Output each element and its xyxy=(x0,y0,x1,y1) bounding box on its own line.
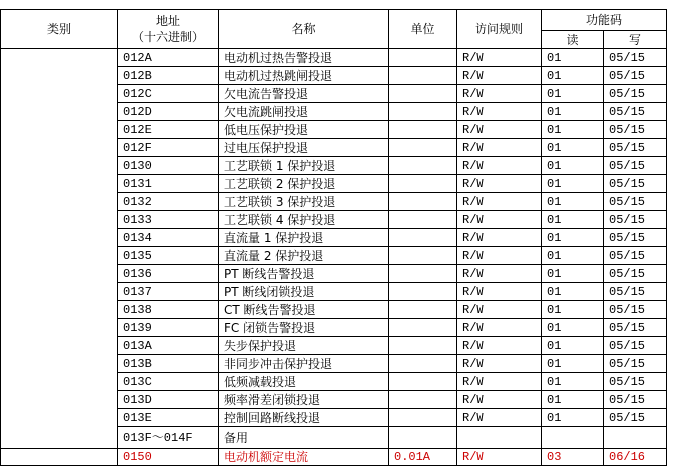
cell-read: 01 xyxy=(542,49,604,67)
cell-access: R/W xyxy=(457,319,542,337)
header-address-line1: 地址 xyxy=(155,14,180,28)
cell-address: 012D xyxy=(118,103,219,121)
cell-unit xyxy=(389,157,457,175)
cell-read: 01 xyxy=(542,175,604,193)
cell-unit xyxy=(389,373,457,391)
header-function-code: 功能码 xyxy=(542,10,667,31)
table-row xyxy=(1,49,667,67)
cell-name: 工艺联锁 1 保护投退 xyxy=(219,157,389,175)
cell-name: 电动机过热告警投退 xyxy=(219,49,389,67)
cell-write: 05/15 xyxy=(604,355,667,373)
cell-access: R/W xyxy=(457,337,542,355)
cell-address: 012B xyxy=(118,67,219,85)
cell-unit xyxy=(389,319,457,337)
cell-write: 06/16 xyxy=(604,449,667,466)
cell-name: 工艺联锁 4 保护投退 xyxy=(219,211,389,229)
cell-access: R/W xyxy=(457,449,542,466)
cell-unit xyxy=(389,211,457,229)
cell-address: 013A xyxy=(118,337,219,355)
cell-name: 直流量 1 保护投退 xyxy=(219,229,389,247)
cell-address: 0135 xyxy=(118,247,219,265)
table-body xyxy=(1,49,667,466)
cell-read: 01 xyxy=(542,211,604,229)
cell-address: 0133 xyxy=(118,211,219,229)
cell-read: 01 xyxy=(542,157,604,175)
header-address xyxy=(118,10,219,49)
cell-address: 0137 xyxy=(118,283,219,301)
cell-read: 01 xyxy=(542,373,604,391)
cell-unit xyxy=(389,301,457,319)
cell-address: 012E xyxy=(118,121,219,139)
header-category: 类别 xyxy=(1,10,118,49)
cell-read: 03 xyxy=(542,449,604,466)
cell-write: 05/15 xyxy=(604,157,667,175)
cell-write: 05/15 xyxy=(604,283,667,301)
cell-access: R/W xyxy=(457,85,542,103)
cell-address: 013C xyxy=(118,373,219,391)
table-row-partial xyxy=(1,449,667,466)
cell-write: 05/15 xyxy=(604,103,667,121)
cell-address: 013F～014F xyxy=(118,427,219,449)
cell-read: 01 xyxy=(542,265,604,283)
cell-unit xyxy=(389,85,457,103)
cell-access xyxy=(457,427,542,449)
cell-name: 电动机过热跳闸投退 xyxy=(219,67,389,85)
cell-access: R/W xyxy=(457,157,542,175)
cell-read: 01 xyxy=(542,67,604,85)
cell-name: 欠电流跳闸投退 xyxy=(219,103,389,121)
cell-address: 0136 xyxy=(118,265,219,283)
cell-write: 05/15 xyxy=(604,229,667,247)
cell-unit xyxy=(389,283,457,301)
cell-read: 01 xyxy=(542,301,604,319)
cell-unit xyxy=(389,355,457,373)
cell-read: 01 xyxy=(542,121,604,139)
cell-read: 01 xyxy=(542,85,604,103)
cell-unit xyxy=(389,265,457,283)
cell-unit xyxy=(389,49,457,67)
cell-access: R/W xyxy=(457,391,542,409)
cell-address: 0130 xyxy=(118,157,219,175)
cell-address: 013D xyxy=(118,391,219,409)
cell-read: 01 xyxy=(542,319,604,337)
cell-name: 过电压保护投退 xyxy=(219,139,389,157)
cell-category xyxy=(1,449,118,466)
cell-name: 直流量 2 保护投退 xyxy=(219,247,389,265)
cell-read: 01 xyxy=(542,139,604,157)
cell-access: R/W xyxy=(457,265,542,283)
cell-read: 01 xyxy=(542,409,604,427)
cell-unit xyxy=(389,391,457,409)
cell-access: R/W xyxy=(457,355,542,373)
cell-write: 05/15 xyxy=(604,373,667,391)
cell-read: 01 xyxy=(542,103,604,121)
cell-name: 工艺联锁 2 保护投退 xyxy=(219,175,389,193)
cell-read: 01 xyxy=(542,391,604,409)
cell-access: R/W xyxy=(457,211,542,229)
cell-category xyxy=(1,49,118,449)
cell-name: 低频减载投退 xyxy=(219,373,389,391)
header-address-line2: （十六进制） xyxy=(131,30,204,44)
cell-name: 非同步冲击保护投退 xyxy=(219,355,389,373)
cell-read: 01 xyxy=(542,193,604,211)
header-access: 访问规则 xyxy=(457,10,542,49)
cell-access: R/W xyxy=(457,121,542,139)
cell-write: 05/15 xyxy=(604,319,667,337)
cell-address: 0150 xyxy=(118,449,219,466)
cell-access: R/W xyxy=(457,175,542,193)
cell-unit xyxy=(389,67,457,85)
cell-access: R/W xyxy=(457,49,542,67)
cell-address: 0132 xyxy=(118,193,219,211)
cell-unit xyxy=(389,175,457,193)
cell-name: CT 断线告警投退 xyxy=(219,301,389,319)
cell-read: 01 xyxy=(542,337,604,355)
cell-unit xyxy=(389,103,457,121)
cell-address: 012F xyxy=(118,139,219,157)
cell-name: 失步保护投退 xyxy=(219,337,389,355)
cell-name: 控制回路断线投退 xyxy=(219,409,389,427)
cell-access: R/W xyxy=(457,103,542,121)
cell-name: 备用 xyxy=(219,427,389,449)
cell-write: 05/15 xyxy=(604,247,667,265)
cell-unit xyxy=(389,193,457,211)
cell-address: 013B xyxy=(118,355,219,373)
cell-address: 013E xyxy=(118,409,219,427)
header-name: 名称 xyxy=(219,10,389,49)
cell-name: 频率滑差闭锁投退 xyxy=(219,391,389,409)
cell-write: 05/15 xyxy=(604,265,667,283)
cell-unit xyxy=(389,427,457,449)
cell-unit xyxy=(389,247,457,265)
cell-read xyxy=(542,427,604,449)
cell-address: 012A xyxy=(118,49,219,67)
cell-write: 05/15 xyxy=(604,121,667,139)
cell-write: 05/15 xyxy=(604,85,667,103)
cell-access: R/W xyxy=(457,301,542,319)
cell-write: 05/15 xyxy=(604,175,667,193)
cell-unit xyxy=(389,337,457,355)
header-unit: 单位 xyxy=(389,10,457,49)
cell-unit xyxy=(389,409,457,427)
cell-name: FC 闭锁告警投退 xyxy=(219,319,389,337)
cell-unit: 0.01A xyxy=(389,449,457,466)
cell-name: PT 断线闭锁投退 xyxy=(219,283,389,301)
cell-name: 电动机额定电流 xyxy=(219,449,389,466)
cell-name: 欠电流告警投退 xyxy=(219,85,389,103)
cell-access: R/W xyxy=(457,229,542,247)
cell-access: R/W xyxy=(457,139,542,157)
cell-write: 05/15 xyxy=(604,337,667,355)
cell-access: R/W xyxy=(457,247,542,265)
cell-read: 01 xyxy=(542,229,604,247)
cell-unit xyxy=(389,139,457,157)
cell-write: 05/15 xyxy=(604,193,667,211)
cell-write: 05/15 xyxy=(604,301,667,319)
cell-address: 012C xyxy=(118,85,219,103)
cell-read: 01 xyxy=(542,355,604,373)
cell-write: 05/15 xyxy=(604,391,667,409)
cell-read: 01 xyxy=(542,283,604,301)
cell-access: R/W xyxy=(457,283,542,301)
cell-write: 05/15 xyxy=(604,49,667,67)
cell-name: PT 断线告警投退 xyxy=(219,265,389,283)
cell-name: 低电压保护投退 xyxy=(219,121,389,139)
cell-access: R/W xyxy=(457,193,542,211)
cell-access: R/W xyxy=(457,373,542,391)
cell-address: 0131 xyxy=(118,175,219,193)
cell-read: 01 xyxy=(542,247,604,265)
cell-address: 0139 xyxy=(118,319,219,337)
cell-address: 0134 xyxy=(118,229,219,247)
cell-write xyxy=(604,427,667,449)
cell-address: 0138 xyxy=(118,301,219,319)
cell-write: 05/15 xyxy=(604,139,667,157)
register-table xyxy=(0,9,667,466)
cell-unit xyxy=(389,229,457,247)
header-write: 写 xyxy=(604,31,667,49)
cell-access: R/W xyxy=(457,409,542,427)
cell-write: 05/15 xyxy=(604,409,667,427)
cell-name: 工艺联锁 3 保护投退 xyxy=(219,193,389,211)
cell-access: R/W xyxy=(457,67,542,85)
cell-unit xyxy=(389,121,457,139)
cell-write: 05/15 xyxy=(604,67,667,85)
cell-write: 05/15 xyxy=(604,211,667,229)
header-read: 读 xyxy=(542,31,604,49)
